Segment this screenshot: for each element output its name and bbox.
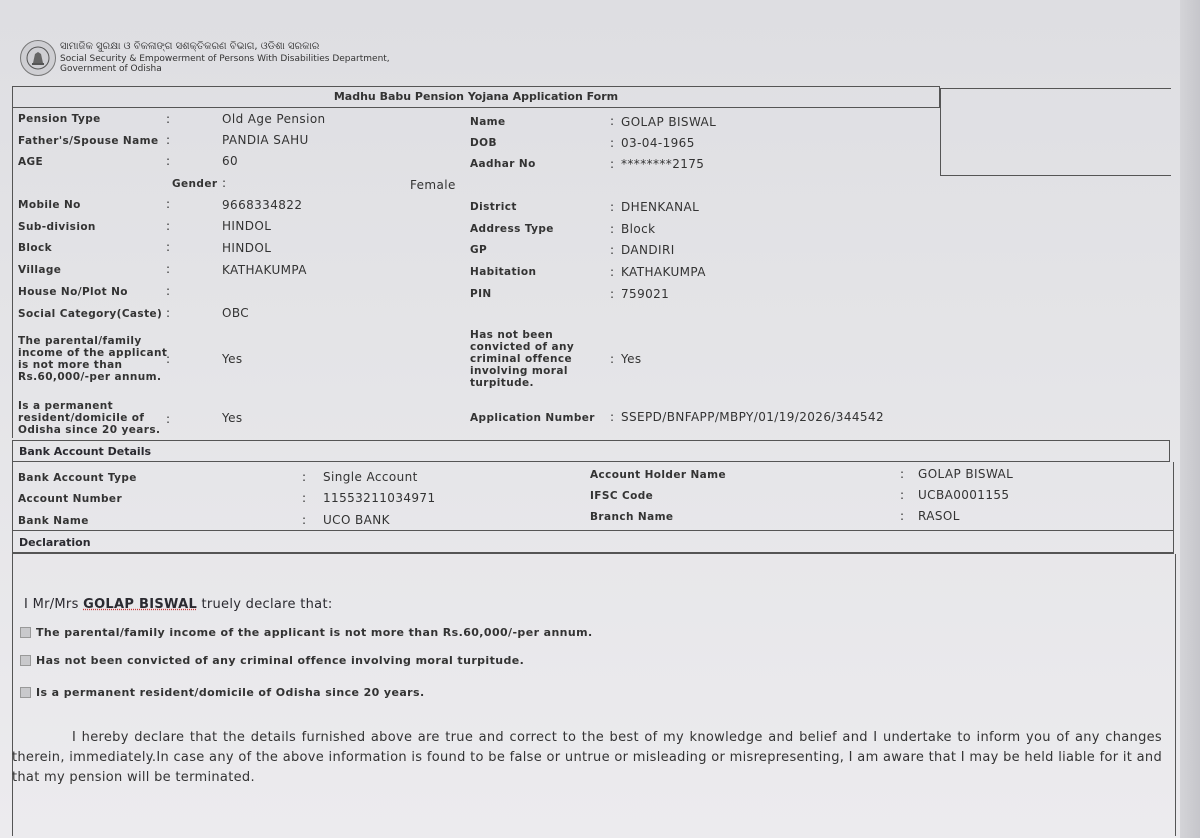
photo-placeholder bbox=[940, 88, 1171, 176]
colon: : bbox=[166, 219, 171, 233]
address-type-label: Address Type bbox=[470, 223, 554, 235]
colon: : bbox=[166, 197, 171, 211]
aadhar-value: ********2175 bbox=[621, 157, 705, 171]
colon: : bbox=[610, 410, 615, 424]
aadhar-label: Aadhar No bbox=[470, 158, 536, 170]
gender-value: Female bbox=[410, 178, 456, 192]
habitation-value: KATHAKUMPA bbox=[621, 265, 706, 279]
declaration-item-text: Has not been convicted of any criminal offence involving moral turpitude. bbox=[36, 654, 525, 667]
colon: : bbox=[610, 352, 615, 366]
odisha-emblem-icon bbox=[20, 40, 56, 76]
pin-value: 759021 bbox=[621, 287, 670, 301]
colon: : bbox=[610, 157, 615, 171]
checkbox-checked[interactable] bbox=[20, 655, 31, 666]
header-government-line: Government of Odisha bbox=[60, 64, 162, 74]
habitation-label: Habitation bbox=[470, 266, 537, 278]
subdivision-label: Sub-division bbox=[18, 221, 96, 233]
pension-type-value: Old Age Pension bbox=[222, 112, 326, 126]
subdivision-value: HINDOL bbox=[222, 219, 272, 233]
colon: : bbox=[166, 112, 171, 126]
age-label: AGE bbox=[18, 156, 44, 168]
caste-label: Social Category(Caste) bbox=[18, 308, 163, 320]
gender-label: Gender bbox=[172, 178, 218, 190]
criminal-criteria-label: Has not been convicted of any criminal offence involving moral turpitude. bbox=[470, 329, 575, 389]
account-type-value: Single Account bbox=[323, 470, 418, 484]
header-department-line: Social Security & Empowerment of Persons With Disabilities Department, bbox=[60, 54, 390, 64]
colon: : bbox=[166, 262, 171, 276]
pension-type-label: Pension Type bbox=[18, 113, 101, 125]
colon: : bbox=[610, 222, 615, 236]
declaration-item-text: The parental/family income of the applicant is not more than Rs.60,000/-per annum. bbox=[36, 626, 593, 639]
block-label: Block bbox=[18, 242, 53, 254]
checkbox-checked[interactable] bbox=[20, 627, 31, 638]
pin-label: PIN bbox=[470, 288, 492, 300]
colon: : bbox=[166, 352, 171, 366]
form-title: Madhu Babu Pension Yojana Application Form bbox=[12, 86, 940, 108]
checkbox-checked[interactable] bbox=[20, 687, 31, 698]
declaration-paragraph-text: I hereby declare that the details furnished above are true and correct to the best of my knowledge and belief and I undertake to inform you of any changes therein, immediately.In case any of the above information is found to be false or untrue or misleading or misrepresenting, I am aware that I may be held liable for it and that my pension will be terminated. bbox=[12, 730, 1162, 785]
account-holder-label: Account Holder Name bbox=[590, 469, 727, 481]
colon: : bbox=[166, 240, 171, 254]
colon: : bbox=[900, 488, 905, 502]
colon: : bbox=[610, 200, 615, 214]
account-number-value: 11553211034971 bbox=[323, 491, 436, 505]
village-value: KATHAKUMPA bbox=[222, 263, 307, 277]
colon: : bbox=[166, 133, 171, 147]
account-number-label: Account Number bbox=[18, 493, 123, 505]
bank-details-heading: Bank Account Details bbox=[12, 440, 1170, 462]
application-number-label: Application Number bbox=[470, 412, 595, 424]
dob-label: DOB bbox=[470, 137, 497, 149]
bank-name-value: UCO BANK bbox=[323, 513, 390, 527]
colon: : bbox=[166, 412, 171, 426]
branch-label: Branch Name bbox=[590, 511, 674, 523]
declaration-item bbox=[20, 686, 425, 699]
resident-criteria-label: Is a permanent resident/domicile of Odisha since 20 years. bbox=[18, 400, 161, 436]
gp-value: DANDIRI bbox=[621, 243, 675, 257]
address-type-value: Block bbox=[621, 222, 656, 236]
declaration-paragraph bbox=[12, 728, 1162, 788]
colon: : bbox=[166, 154, 171, 168]
district-label: District bbox=[470, 201, 517, 213]
colon: : bbox=[302, 513, 307, 527]
colon: : bbox=[610, 114, 615, 128]
block-value: HINDOL bbox=[222, 241, 272, 255]
caste-value: OBC bbox=[222, 306, 250, 320]
age-value: 60 bbox=[222, 154, 239, 168]
resident-criteria-value: Yes bbox=[222, 411, 243, 425]
declaration-item bbox=[20, 654, 524, 667]
income-criteria-value: Yes bbox=[222, 352, 243, 366]
intro-suffix: truely declare that: bbox=[201, 597, 333, 612]
father-name-label: Father's/Spouse Name bbox=[18, 135, 159, 147]
colon: : bbox=[302, 470, 307, 484]
account-type-label: Bank Account Type bbox=[18, 472, 137, 484]
colon: : bbox=[610, 287, 615, 301]
criminal-criteria-value: Yes bbox=[621, 352, 642, 366]
colon: : bbox=[166, 284, 171, 298]
mobile-label: Mobile No bbox=[18, 199, 81, 211]
colon: : bbox=[610, 136, 615, 150]
colon: : bbox=[900, 467, 905, 481]
ifsc-value: UCBA0001155 bbox=[918, 488, 1010, 502]
district-value: DHENKANAL bbox=[621, 200, 700, 214]
ifsc-label: IFSC Code bbox=[590, 490, 654, 502]
gp-label: GP bbox=[470, 244, 488, 256]
bank-name-label: Bank Name bbox=[18, 515, 89, 527]
colon: : bbox=[222, 176, 227, 190]
header-odia-line: ସାମାଜିକ ସୁରକ୍ଷା ଓ ବିକଳାଙ୍ଗ ସଶକ୍ତିକରଣ ବିଭାଗ, ଓଡିଶା ସରକାର bbox=[60, 41, 320, 52]
branch-value: RASOL bbox=[918, 509, 960, 523]
income-criteria-label: The parental/family income of the applicant is not more than Rs.60,000/-per annum. bbox=[18, 335, 168, 383]
colon: : bbox=[302, 491, 307, 505]
house-label: House No/Plot No bbox=[18, 286, 128, 298]
colon: : bbox=[900, 509, 905, 523]
colon: : bbox=[166, 306, 171, 320]
colon: : bbox=[610, 243, 615, 257]
name-value: GOLAP BISWAL bbox=[621, 115, 717, 129]
mobile-value: 9668334822 bbox=[222, 198, 303, 212]
dob-value: 03-04-1965 bbox=[621, 136, 695, 150]
declarant-name: GOLAP BISWAL bbox=[83, 597, 198, 612]
father-name-value: PANDIA SAHU bbox=[222, 133, 309, 147]
declaration-intro bbox=[24, 597, 333, 612]
application-number-value: SSEPD/BNFAPP/MBPY/01/19/2026/344542 bbox=[621, 410, 885, 424]
declaration-heading: Declaration bbox=[12, 530, 1174, 554]
page-edge bbox=[1180, 0, 1200, 838]
village-label: Village bbox=[18, 264, 62, 276]
name-label: Name bbox=[470, 116, 506, 128]
intro-prefix: I Mr/Mrs bbox=[24, 597, 79, 612]
declaration-item-text: Is a permanent resident/domicile of Odisha since 20 years. bbox=[36, 686, 425, 699]
declaration-item bbox=[20, 626, 593, 639]
account-holder-value: GOLAP BISWAL bbox=[918, 467, 1014, 481]
department-header bbox=[20, 40, 420, 80]
colon: : bbox=[610, 265, 615, 279]
